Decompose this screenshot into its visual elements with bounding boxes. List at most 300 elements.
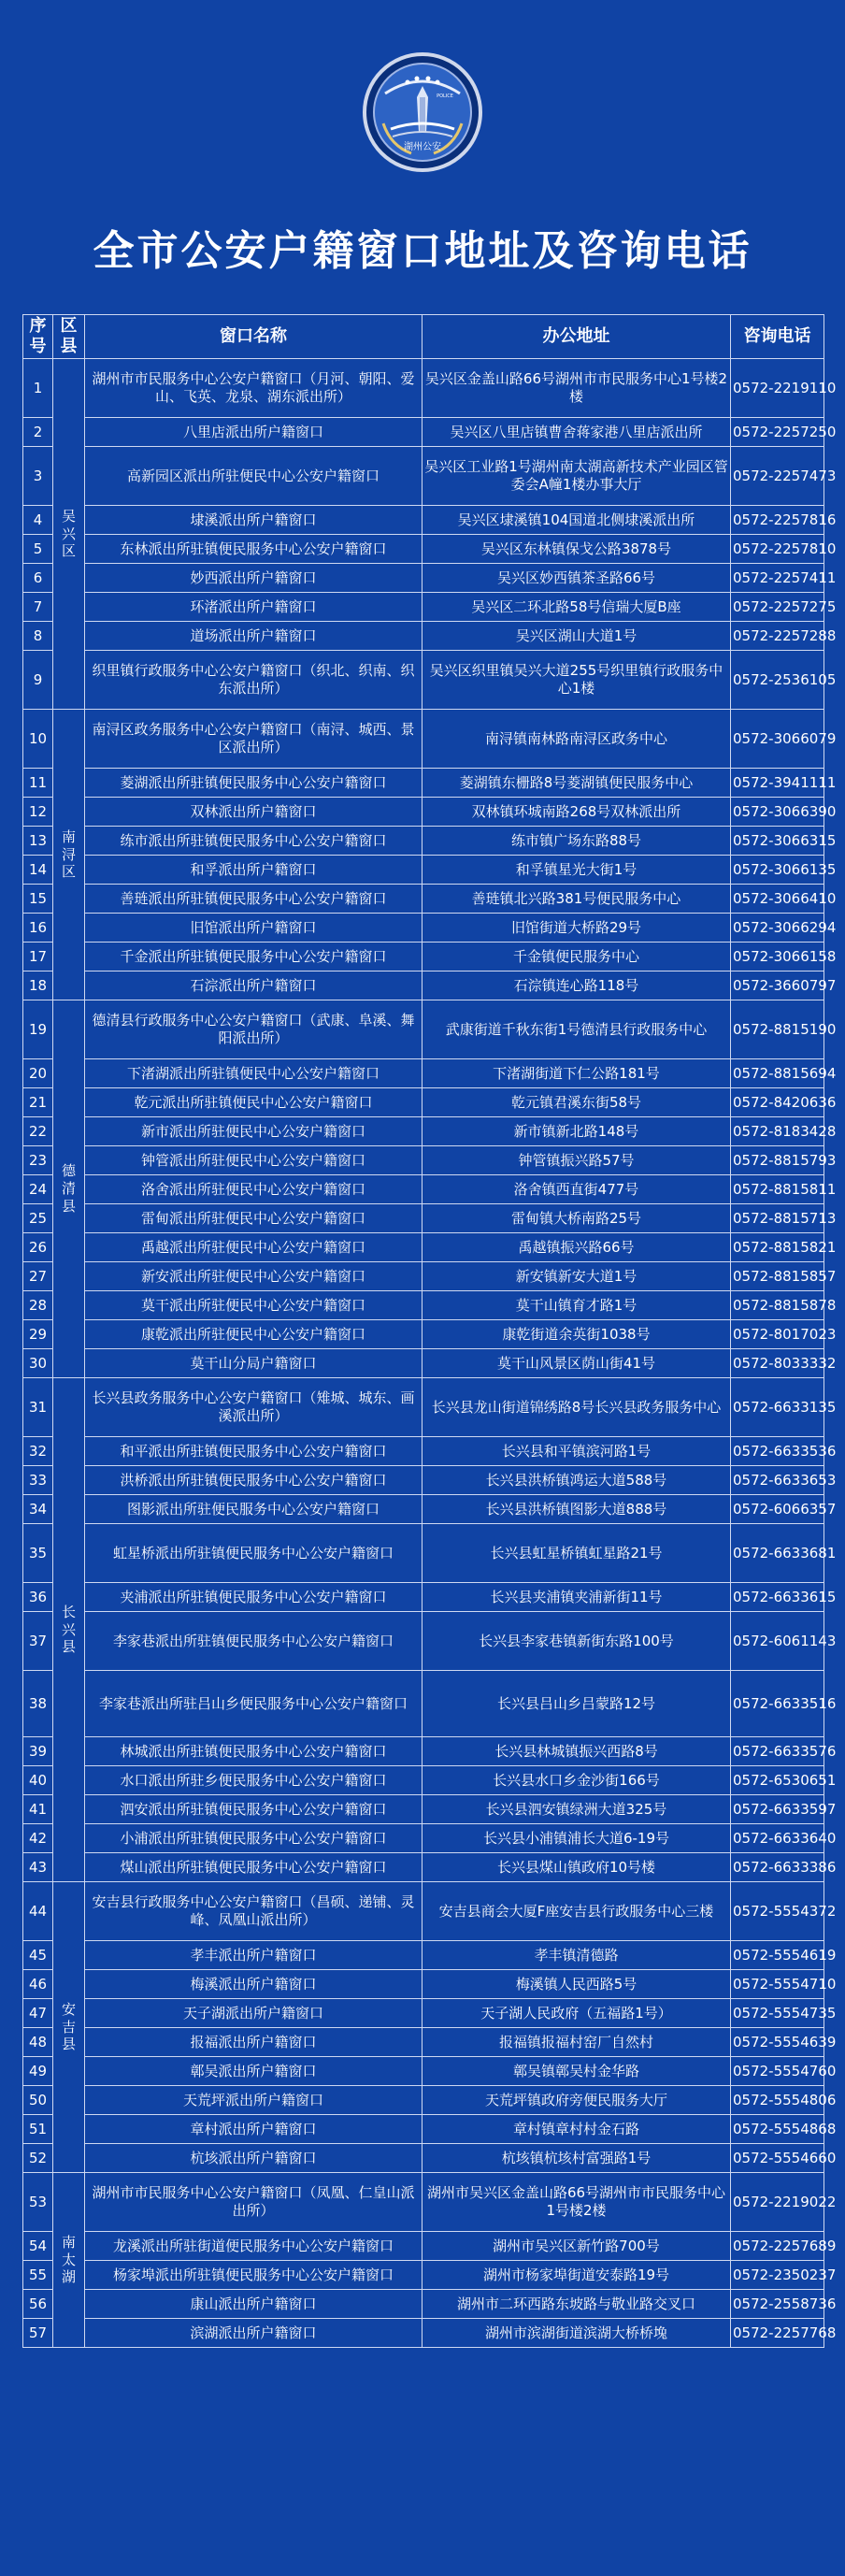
window-name: 杭垓派出所户籍窗口 [85, 2144, 422, 2173]
window-name: 林城派出所驻镇便民服务中心公安户籍窗口 [85, 1737, 422, 1766]
window-name: 禹越派出所驻便民中心公安户籍窗口 [85, 1233, 422, 1262]
row-number: 54 [23, 2232, 53, 2261]
row-number: 48 [23, 2028, 53, 2057]
row-number: 38 [23, 1671, 53, 1737]
table-row [23, 359, 824, 418]
row-number: 13 [23, 827, 53, 856]
table-row [23, 1262, 824, 1291]
phone-number: 0572-5554868 [731, 2115, 824, 2144]
office-address: 康乾街道余英街1038号 [422, 1320, 731, 1349]
page-title: 全市公安户籍窗口地址及咨询电话 [93, 227, 752, 275]
office-address: 吴兴区八里店镇曹舍蒋家港八里店派出所 [422, 418, 731, 447]
phone-number: 0572-5554372 [731, 1882, 824, 1941]
table-row [23, 1612, 824, 1671]
phone-number: 0572-2219022 [731, 2173, 824, 2232]
window-name: 泗安派出所驻镇便民服务中心公安户籍窗口 [85, 1795, 422, 1824]
row-number: 22 [23, 1117, 53, 1146]
phone-number: 0572-8815811 [731, 1175, 824, 1204]
phone-number: 0572-6633597 [731, 1795, 824, 1824]
window-name: 旧馆派出所户籍窗口 [85, 914, 422, 943]
window-name: 东林派出所驻镇便民服务中心公安户籍窗口 [85, 535, 422, 564]
phone-number: 0572-2257816 [731, 506, 824, 535]
phone-number: 0572-2257768 [731, 2319, 824, 2348]
office-address: 长兴县李家巷镇新街东路100号 [422, 1612, 731, 1671]
phone-number: 0572-2558736 [731, 2290, 824, 2319]
row-number: 32 [23, 1437, 53, 1466]
phone-number: 0572-6633640 [731, 1824, 824, 1853]
office-address: 吴兴区工业路1号湖州南太湖高新技术产业园区管委会A幢1楼办事大厅 [422, 447, 731, 506]
row-number: 3 [23, 447, 53, 506]
office-address: 长兴县吕山乡吕蒙路12号 [422, 1671, 731, 1737]
table-row [23, 1000, 824, 1059]
phone-number: 0572-8815694 [731, 1059, 824, 1088]
table-row [23, 1175, 824, 1204]
table-row [23, 1204, 824, 1233]
phone-number: 0572-3066294 [731, 914, 824, 943]
table-row [23, 1146, 824, 1175]
phone-number: 0572-5554619 [731, 1941, 824, 1970]
window-name: 乾元派出所驻镇便民中心公安户籍窗口 [85, 1088, 422, 1117]
row-number: 7 [23, 593, 53, 622]
emblem-badge: POLICE [437, 94, 453, 99]
office-address: 吴兴区妙西镇茶圣路66号 [422, 564, 731, 593]
row-number: 6 [23, 564, 53, 593]
row-number: 53 [23, 2173, 53, 2232]
window-name: 夹浦派出所驻镇便民服务中心公安户籍窗口 [85, 1583, 422, 1612]
office-address: 长兴县洪桥镇鸿运大道588号 [422, 1466, 731, 1495]
table-row [23, 1117, 824, 1146]
office-address: 莫干山镇育才路1号 [422, 1291, 731, 1320]
office-address: 长兴县林城镇振兴西路8号 [422, 1737, 731, 1766]
phone-number: 0572-6066357 [731, 1495, 824, 1524]
phone-number: 0572-3660797 [731, 971, 824, 1000]
office-address: 长兴县洪桥镇图影大道888号 [422, 1495, 731, 1524]
table-row [23, 914, 824, 943]
phone-number: 0572-2257411 [731, 564, 824, 593]
table-row [23, 1766, 824, 1795]
table-row [23, 943, 824, 971]
row-number: 55 [23, 2261, 53, 2290]
row-number: 43 [23, 1853, 53, 1882]
phone-number: 0572-3066390 [731, 798, 824, 827]
window-name: 煤山派出所驻镇便民服务中心公安户籍窗口 [85, 1853, 422, 1882]
phone-number: 0572-2257275 [731, 593, 824, 622]
office-address: 吴兴区湖山大道1号 [422, 622, 731, 651]
window-name: 康乾派出所驻便民中心公安户籍窗口 [85, 1320, 422, 1349]
window-name: 和平派出所驻镇便民服务中心公安户籍窗口 [85, 1437, 422, 1466]
row-number: 15 [23, 885, 53, 914]
phone-number: 0572-8815793 [731, 1146, 824, 1175]
office-address: 吴兴区二环北路58号信瑞大厦B座 [422, 593, 731, 622]
table-row [23, 564, 824, 593]
county-cell [53, 359, 85, 710]
police-emblem-icon [363, 52, 482, 172]
row-number: 37 [23, 1612, 53, 1671]
office-address: 章村镇章村村金石路 [422, 2115, 731, 2144]
office-address: 吴兴区织里镇吴兴大道255号织里镇行政服务中心1楼 [422, 651, 731, 710]
row-number: 50 [23, 2086, 53, 2115]
table-row [23, 1737, 824, 1766]
window-name: 天子湖派出所户籍窗口 [85, 1999, 422, 2028]
table-row [23, 2261, 824, 2290]
county-cell [53, 710, 85, 1000]
row-number: 41 [23, 1795, 53, 1824]
office-address: 报福镇报福村窑厂自然村 [422, 2028, 731, 2057]
row-number: 24 [23, 1175, 53, 1204]
table-row [23, 2028, 824, 2057]
table-row [23, 971, 824, 1000]
table-row [23, 1524, 824, 1583]
table-row [23, 2144, 824, 2173]
county-cell [53, 1882, 85, 2173]
window-name: 埭溪派出所户籍窗口 [85, 506, 422, 535]
office-address: 双林镇环城南路268号双林派出所 [422, 798, 731, 827]
phone-number: 0572-3066158 [731, 943, 824, 971]
window-name: 雷甸派出所驻便民中心公安户籍窗口 [85, 1204, 422, 1233]
phone-number: 0572-2219110 [731, 359, 824, 418]
table-row [23, 1320, 824, 1349]
phone-number: 0572-5554760 [731, 2057, 824, 2086]
office-address: 湖州市滨湖街道滨湖大桥桥堍 [422, 2319, 731, 2348]
phone-number: 0572-6633516 [731, 1671, 824, 1737]
table-row [23, 593, 824, 622]
window-name: 德清县行政服务中心公安户籍窗口（武康、阜溪、舞阳派出所） [85, 1000, 422, 1059]
county-label: 长 兴 县 [61, 1603, 76, 1656]
phone-number: 0572-5554806 [731, 2086, 824, 2115]
row-number: 28 [23, 1291, 53, 1320]
phone-number: 0572-3066315 [731, 827, 824, 856]
row-number: 10 [23, 710, 53, 769]
phone-number: 0572-6633615 [731, 1583, 824, 1612]
phone-number: 0572-6633536 [731, 1437, 824, 1466]
row-number: 5 [23, 535, 53, 564]
phone-number: 0572-8815857 [731, 1262, 824, 1291]
phone-number: 0572-8420636 [731, 1088, 824, 1117]
window-name: 和孚派出所户籍窗口 [85, 856, 422, 885]
header-no: 序号 [23, 315, 53, 359]
phone-number: 0572-3066079 [731, 710, 824, 769]
table-row [23, 1970, 824, 1999]
row-number: 17 [23, 943, 53, 971]
window-name: 滨湖派出所户籍窗口 [85, 2319, 422, 2348]
table-row [23, 651, 824, 710]
phone-number: 0572-3066410 [731, 885, 824, 914]
office-address: 乾元镇君溪东街58号 [422, 1088, 731, 1117]
window-name: 章村派出所户籍窗口 [85, 2115, 422, 2144]
window-name: 新安派出所驻便民中心公安户籍窗口 [85, 1262, 422, 1291]
county-label: 安 吉 县 [61, 2000, 76, 2053]
window-name: 孝丰派出所户籍窗口 [85, 1941, 422, 1970]
county-cell [53, 1000, 85, 1378]
table-row [23, 622, 824, 651]
window-name: 莫干派出所驻便民中心公安户籍窗口 [85, 1291, 422, 1320]
window-name: 湖州市市民服务中心公安户籍窗口（凤凰、仁皇山派出所） [85, 2173, 422, 2232]
row-number: 34 [23, 1495, 53, 1524]
window-name: 湖州市市民服务中心公安户籍窗口（月河、朝阳、爱山、飞英、龙泉、湖东派出所） [85, 359, 422, 418]
row-number: 25 [23, 1204, 53, 1233]
window-name: 梅溪派出所户籍窗口 [85, 1970, 422, 1999]
window-name: 天荒坪派出所户籍窗口 [85, 2086, 422, 2115]
phone-number: 0572-6633576 [731, 1737, 824, 1766]
county-label: 德 清 县 [61, 1162, 76, 1215]
table-row [23, 2173, 824, 2232]
table-row [23, 447, 824, 506]
table-row [23, 1999, 824, 2028]
row-number: 29 [23, 1320, 53, 1349]
office-address: 湖州市杨家埠街道安泰路19号 [422, 2261, 731, 2290]
office-address: 菱湖镇东栅路8号菱湖镇便民服务中心 [422, 769, 731, 798]
office-address: 湖州市吴兴区新竹路700号 [422, 2232, 731, 2261]
window-name: 钟管派出所驻便民中心公安户籍窗口 [85, 1146, 422, 1175]
county-label: 南 太 湖 [61, 2233, 76, 2286]
window-name: 善琏派出所驻镇便民服务中心公安户籍窗口 [85, 885, 422, 914]
office-address: 安吉县商会大厦F座安吉县行政服务中心三楼 [422, 1882, 731, 1941]
window-name: 环渚派出所户籍窗口 [85, 593, 422, 622]
window-name: 莫干山分局户籍窗口 [85, 1349, 422, 1378]
emblem-text: 湖州公安 [404, 142, 441, 152]
office-address: 孝丰镇清德路 [422, 1941, 731, 1970]
table-row [23, 1882, 824, 1941]
office-address: 南浔镇南林路南浔区政务中心 [422, 710, 731, 769]
header-name: 窗口名称 [85, 315, 422, 359]
row-number: 56 [23, 2290, 53, 2319]
row-number: 49 [23, 2057, 53, 2086]
window-name: 妙西派出所户籍窗口 [85, 564, 422, 593]
office-address: 长兴县龙山街道锦绣路8号长兴县政务服务中心 [422, 1378, 731, 1437]
window-name: 李家巷派出所驻镇便民服务中心公安户籍窗口 [85, 1612, 422, 1671]
table-row [23, 827, 824, 856]
window-name: 洪桥派出所驻镇便民服务中心公安户籍窗口 [85, 1466, 422, 1495]
phone-number: 0572-3066135 [731, 856, 824, 885]
office-address: 下渚湖街道下仁公路181号 [422, 1059, 731, 1088]
window-name: 图影派出所驻便民服务中心公安户籍窗口 [85, 1495, 422, 1524]
row-number: 27 [23, 1262, 53, 1291]
table-row [23, 798, 824, 827]
window-name: 水口派出所驻乡便民服务中心公安户籍窗口 [85, 1766, 422, 1795]
phone-number: 0572-6633135 [731, 1378, 824, 1437]
window-name: 道场派出所户籍窗口 [85, 622, 422, 651]
county-label: 南 浔 区 [61, 827, 76, 881]
office-address: 新安镇新安大道1号 [422, 1262, 731, 1291]
window-name: 报福派出所户籍窗口 [85, 2028, 422, 2057]
phone-number: 0572-5554735 [731, 1999, 824, 2028]
county-cell [53, 1378, 85, 1882]
row-number: 18 [23, 971, 53, 1000]
office-address: 洛舍镇西直街477号 [422, 1175, 731, 1204]
row-number: 57 [23, 2319, 53, 2348]
row-number: 20 [23, 1059, 53, 1088]
row-number: 19 [23, 1000, 53, 1059]
office-address: 长兴县虹星桥镇虹星路21号 [422, 1524, 731, 1583]
row-number: 30 [23, 1349, 53, 1378]
row-number: 16 [23, 914, 53, 943]
window-name: 鄣吴派出所户籍窗口 [85, 2057, 422, 2086]
window-name: 虹星桥派出所驻镇便民服务中心公安户籍窗口 [85, 1524, 422, 1583]
phone-number: 0572-8183428 [731, 1117, 824, 1146]
address-table [22, 314, 837, 2348]
row-number: 11 [23, 769, 53, 798]
row-number: 2 [23, 418, 53, 447]
window-name: 小浦派出所驻镇便民服务中心公安户籍窗口 [85, 1824, 422, 1853]
table-row [23, 418, 824, 447]
office-address: 莫干山风景区荫山街41号 [422, 1349, 731, 1378]
table-row [23, 2290, 824, 2319]
phone-number: 0572-6061143 [731, 1612, 824, 1671]
window-name: 高新园区派出所驻便民中心公安户籍窗口 [85, 447, 422, 506]
table-row [23, 1291, 824, 1320]
phone-number: 0572-8815190 [731, 1000, 824, 1059]
table-header-row [23, 315, 824, 359]
office-address: 梅溪镇人民西路5号 [422, 1970, 731, 1999]
office-address: 长兴县夹浦镇夹浦新街11号 [422, 1583, 731, 1612]
header-phone: 咨询电话 [731, 315, 824, 359]
office-address: 长兴县泗安镇绿洲大道325号 [422, 1795, 731, 1824]
window-name: 千金派出所驻镇便民服务中心公安户籍窗口 [85, 943, 422, 971]
row-number: 8 [23, 622, 53, 651]
phone-number: 0572-2257288 [731, 622, 824, 651]
table-row [23, 1466, 824, 1495]
office-address: 长兴县和平镇滨河路1号 [422, 1437, 731, 1466]
table-row [23, 710, 824, 769]
window-name: 石淙派出所户籍窗口 [85, 971, 422, 1000]
county-label: 吴 兴 区 [61, 507, 76, 560]
office-address: 天荒坪镇政府旁便民服务大厅 [422, 2086, 731, 2115]
window-name: 洛舍派出所驻便民中心公安户籍窗口 [85, 1175, 422, 1204]
office-address: 长兴县小浦镇浦长大道6-19号 [422, 1824, 731, 1853]
row-number: 12 [23, 798, 53, 827]
office-address: 天子湖人民政府（五福路1号） [422, 1999, 731, 2028]
table-row [23, 2086, 824, 2115]
phone-number: 0572-6633681 [731, 1524, 824, 1583]
office-address: 新市镇新北路148号 [422, 1117, 731, 1146]
row-number: 44 [23, 1882, 53, 1941]
office-address: 长兴县水口乡金沙街166号 [422, 1766, 731, 1795]
phone-number: 0572-2257473 [731, 447, 824, 506]
table-row [23, 1349, 824, 1378]
table-row [23, 1671, 824, 1737]
county-cell [53, 2173, 85, 2348]
office-address: 湖州市二环西路东坡路与敬业路交叉口 [422, 2290, 731, 2319]
office-address: 吴兴区东林镇保戈公路3878号 [422, 535, 731, 564]
phone-number: 0572-8815713 [731, 1204, 824, 1233]
window-name: 菱湖派出所驻镇便民服务中心公安户籍窗口 [85, 769, 422, 798]
row-number: 42 [23, 1824, 53, 1853]
window-name: 下渚湖派出所驻镇便民中心公安户籍窗口 [85, 1059, 422, 1088]
phone-number: 0572-5554660 [731, 2144, 824, 2173]
phone-number: 0572-5554710 [731, 1970, 824, 1999]
office-address: 吴兴区金盖山路66号湖州市市民服务中心1号楼2楼 [422, 359, 731, 418]
window-name: 杨家埠派出所驻镇便民服务中心公安户籍窗口 [85, 2261, 422, 2290]
office-address: 湖州市吴兴区金盖山路66号湖州市市民服务中心1号楼2楼 [422, 2173, 731, 2232]
row-number: 36 [23, 1583, 53, 1612]
row-number: 46 [23, 1970, 53, 1999]
phone-number: 0572-8017023 [731, 1320, 824, 1349]
window-name: 龙溪派出所驻街道便民服务中心公安户籍窗口 [85, 2232, 422, 2261]
table-row [23, 1088, 824, 1117]
row-number: 47 [23, 1999, 53, 2028]
office-address: 和孚镇星光大街1号 [422, 856, 731, 885]
row-number: 35 [23, 1524, 53, 1583]
window-name: 安吉县行政服务中心公安户籍窗口（昌硕、递铺、灵峰、凤凰山派出所） [85, 1882, 422, 1941]
row-number: 9 [23, 651, 53, 710]
phone-number: 0572-6530651 [731, 1766, 824, 1795]
window-name: 练市派出所驻镇便民服务中心公安户籍窗口 [85, 827, 422, 856]
window-name: 八里店派出所户籍窗口 [85, 418, 422, 447]
row-number: 40 [23, 1766, 53, 1795]
table-row [23, 1853, 824, 1882]
row-number: 52 [23, 2144, 53, 2173]
office-address: 长兴县煤山镇政府10号楼 [422, 1853, 731, 1882]
window-name: 康山派出所户籍窗口 [85, 2290, 422, 2319]
phone-number: 0572-2350237 [731, 2261, 824, 2290]
row-number: 14 [23, 856, 53, 885]
window-name: 长兴县政务服务中心公安户籍窗口（雉城、城东、画溪派出所） [85, 1378, 422, 1437]
window-name: 新市派出所驻便民中心公安户籍窗口 [85, 1117, 422, 1146]
office-address: 石淙镇连心路118号 [422, 971, 731, 1000]
table-row [23, 535, 824, 564]
table-row [23, 1059, 824, 1088]
phone-number: 0572-6633386 [731, 1853, 824, 1882]
office-address: 吴兴区埭溪镇104国道北侧埭溪派出所 [422, 506, 731, 535]
table-row [23, 1495, 824, 1524]
header-county: 区县 [53, 315, 85, 359]
phone-number: 0572-2257810 [731, 535, 824, 564]
office-address: 杭垓镇杭垓村富强路1号 [422, 2144, 731, 2173]
office-address: 鄣吴镇鄣吴村金华路 [422, 2057, 731, 2086]
phone-number: 0572-3941111 [731, 769, 824, 798]
office-address: 千金镇便民服务中心 [422, 943, 731, 971]
row-number: 4 [23, 506, 53, 535]
office-address: 旧馆街道大桥路29号 [422, 914, 731, 943]
phone-number: 0572-8815821 [731, 1233, 824, 1262]
table-row [23, 1437, 824, 1466]
phone-number: 0572-2257250 [731, 418, 824, 447]
window-name: 李家巷派出所驻吕山乡便民服务中心公安户籍窗口 [85, 1671, 422, 1737]
table-row [23, 1941, 824, 1970]
office-address: 练市镇广场东路88号 [422, 827, 731, 856]
phone-number: 0572-2536105 [731, 651, 824, 710]
table-body [23, 359, 837, 2348]
row-number: 45 [23, 1941, 53, 1970]
table-row [23, 506, 824, 535]
table-row [23, 885, 824, 914]
row-number: 33 [23, 1466, 53, 1495]
row-number: 39 [23, 1737, 53, 1766]
row-number: 26 [23, 1233, 53, 1262]
window-name: 双林派出所户籍窗口 [85, 798, 422, 827]
row-number: 23 [23, 1146, 53, 1175]
phone-number: 0572-5554639 [731, 2028, 824, 2057]
table-row [23, 1583, 824, 1612]
row-number: 31 [23, 1378, 53, 1437]
row-number: 1 [23, 359, 53, 418]
table-row [23, 856, 824, 885]
office-address: 武康街道千秋东街1号德清县行政服务中心 [422, 1000, 731, 1059]
office-address: 禹越镇振兴路66号 [422, 1233, 731, 1262]
phone-number: 0572-6633653 [731, 1466, 824, 1495]
row-number: 51 [23, 2115, 53, 2144]
table-row [23, 2232, 824, 2261]
table-row [23, 1378, 824, 1437]
phone-number: 0572-8815878 [731, 1291, 824, 1320]
office-address: 善琏镇北兴路381号便民服务中心 [422, 885, 731, 914]
phone-number: 0572-8033332 [731, 1349, 824, 1378]
table-row [23, 1824, 824, 1853]
header-address: 办公地址 [422, 315, 731, 359]
window-name: 南浔区政务服务中心公安户籍窗口（南浔、城西、景区派出所） [85, 710, 422, 769]
phone-number: 0572-2257689 [731, 2232, 824, 2261]
table-row [23, 2319, 824, 2348]
